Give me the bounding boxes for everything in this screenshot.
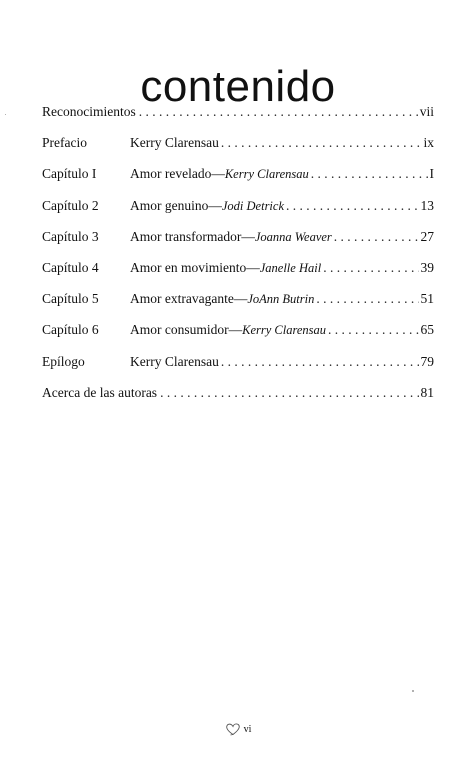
toc-row-reconocimientos[interactable]	[42, 104, 434, 135]
toc-label: Capítulo 3	[42, 228, 99, 244]
toc-label: Prefacio	[42, 135, 87, 151]
heart-outline-icon	[225, 722, 241, 736]
toc-page-number: 13	[420, 197, 434, 213]
chapter-title: Amor en movimiento	[130, 259, 247, 275]
page-number: vi	[243, 723, 252, 735]
toc-page-number: 81	[420, 384, 434, 400]
toc-entry-title	[130, 291, 314, 307]
toc-page-number: 65	[420, 322, 434, 338]
chapter-author: Kerry Clarensau	[242, 323, 327, 338]
toc-row-capitulo-2[interactable]	[42, 198, 434, 229]
toc-row-capitulo-3[interactable]	[42, 229, 434, 260]
dot-leader	[311, 166, 428, 182]
chapter-title: Amor extravagante	[130, 291, 234, 307]
dot-leader	[328, 322, 418, 338]
toc-row-acerca[interactable]	[42, 385, 434, 416]
chapter-author: Joanna Weaver	[254, 229, 332, 244]
toc-page-number: ix	[423, 135, 434, 151]
toc-label: Capítulo I	[42, 166, 97, 182]
toc-page-number: 27	[420, 228, 434, 244]
page-title: contenido	[140, 62, 336, 112]
em-dash: —	[208, 197, 222, 213]
toc-entry-title	[130, 322, 326, 338]
toc-page-number: 79	[420, 353, 434, 369]
dot-leader	[334, 229, 419, 245]
toc-label: Capítulo 6	[42, 322, 99, 338]
toc-label: Capítulo 5	[42, 291, 99, 307]
dot-leader	[286, 198, 418, 214]
print-speck	[5, 114, 6, 115]
dot-leader	[160, 385, 418, 401]
toc-page-number: I	[429, 166, 434, 182]
toc-entry-title: Kerry Clarensau	[130, 353, 219, 369]
chapter-author: Jodi Detrick	[221, 198, 285, 213]
toc-row-capitulo-6[interactable]	[42, 322, 434, 353]
toc-label: Reconocimientos	[42, 104, 136, 119]
toc-label: Capítulo 2	[42, 197, 99, 213]
em-dash: —	[211, 166, 225, 182]
em-dash: —	[246, 259, 260, 275]
toc-row-capitulo-4[interactable]	[42, 260, 434, 291]
em-dash: —	[241, 228, 255, 244]
dot-leader	[139, 104, 418, 120]
dot-leader	[221, 354, 419, 370]
toc-row-prefacio[interactable]	[42, 135, 434, 166]
chapter-author: Janelle Hail	[259, 260, 322, 275]
toc-entry-title	[130, 166, 309, 182]
toc-entry-title	[130, 198, 284, 214]
toc-row-capitulo-1[interactable]	[42, 166, 434, 197]
toc-row-capitulo-5[interactable]	[42, 291, 434, 322]
chapter-title: Amor revelado	[130, 166, 212, 182]
dot-leader	[221, 135, 422, 151]
chapter-title: Amor consumidor	[130, 322, 229, 338]
em-dash: —	[228, 322, 243, 338]
em-dash: —	[233, 291, 248, 307]
dot-leader	[316, 291, 418, 307]
toc-label: Epílogo	[42, 353, 85, 369]
page-footer	[0, 722, 476, 736]
print-speck	[412, 690, 414, 692]
chapter-author: Kerry Clarensau	[224, 167, 309, 182]
toc-page-number: 51	[420, 291, 434, 307]
chapter-title: Amor transformador	[130, 228, 242, 244]
toc-row-epilogo[interactable]	[42, 354, 434, 385]
chapter-title: Amor genuino	[130, 197, 209, 213]
dot-leader	[323, 260, 418, 276]
toc-page-number: 39	[420, 259, 434, 275]
chapter-author: JoAnn Butrin	[247, 292, 315, 307]
toc-entry-title	[130, 229, 332, 245]
toc-label: Capítulo 4	[42, 259, 99, 275]
toc-page-number: vii	[419, 104, 434, 119]
toc-label: Acerca de las autoras	[42, 384, 158, 400]
table-of-contents	[42, 104, 434, 416]
toc-entry-title	[130, 260, 321, 276]
toc-entry-title: Kerry Clarensau	[130, 135, 219, 151]
